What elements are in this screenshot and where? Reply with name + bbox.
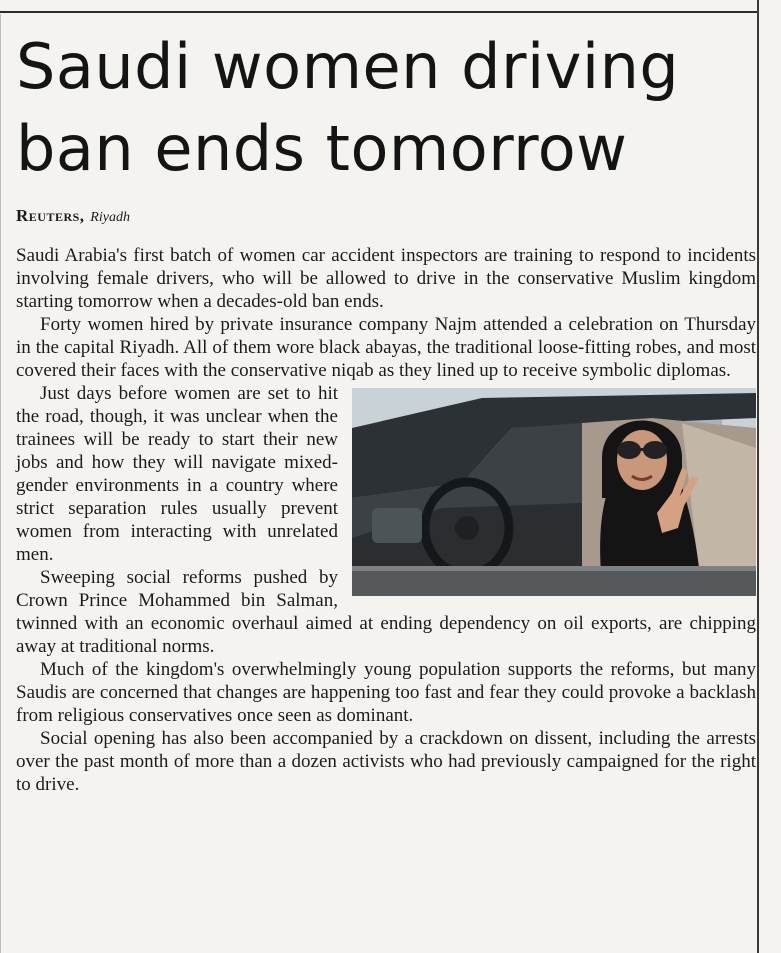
news-photo: [352, 388, 756, 596]
article-body: [16, 244, 756, 796]
left-margin-rule: [0, 14, 1, 953]
paragraph-4: Sweeping social reforms pushed by Crown Prince Mohammed bin Salman, twinned with an economic overhaul aimed at ending dependency on oil exports, are chipping away at traditional norms.: [16, 567, 756, 657]
paragraph-5: Much of the kingdom's overwhelmingly young population supports the reforms, but many Saudis are concerned that changes are happening too fast and fear they could provoke a backlash from religious conservatives once seen as dominant.: [16, 659, 756, 726]
headline: Saudi women driving ban ends tomorrow: [16, 30, 680, 185]
paragraph-2: Forty women hired by private insurance company Najm attended a celebration on Thursday in the capital Riyadh. All of them wore black abayas, the traditional loose-fitting robes, and most covered their faces with the conservative niqab as they lined up to receive symbolic diplomas.: [16, 314, 756, 381]
car-photo-illustration: [352, 388, 756, 596]
top-rule: [0, 11, 757, 13]
byline: [16, 206, 130, 226]
paragraph-1: Saudi Arabia's first batch of women car accident inspectors are training to respond to incidents involving female drivers, who will be allowed to drive in the conservative Muslim kingdom starting tomorrow when a decades-old ban ends.: [16, 245, 756, 312]
byline-place: Riyadh: [90, 210, 130, 225]
byline-agency: Reuters,: [16, 206, 85, 225]
paragraph-3: Just days before women are set to hit the road, though, it was unclear when the trainees will be ready to start their new jobs and how they will navigate mixed-gender environments in a country where strict separation rules usually prevent women from interacting with unrelated men.: [16, 383, 338, 565]
paragraph-6: Social opening has also been accompanied by a crackdown on dissent, including the arrests over the past month of more than a dozen activists who had previously campaigned for the right to drive.: [16, 728, 756, 795]
column-rule: [757, 0, 759, 953]
